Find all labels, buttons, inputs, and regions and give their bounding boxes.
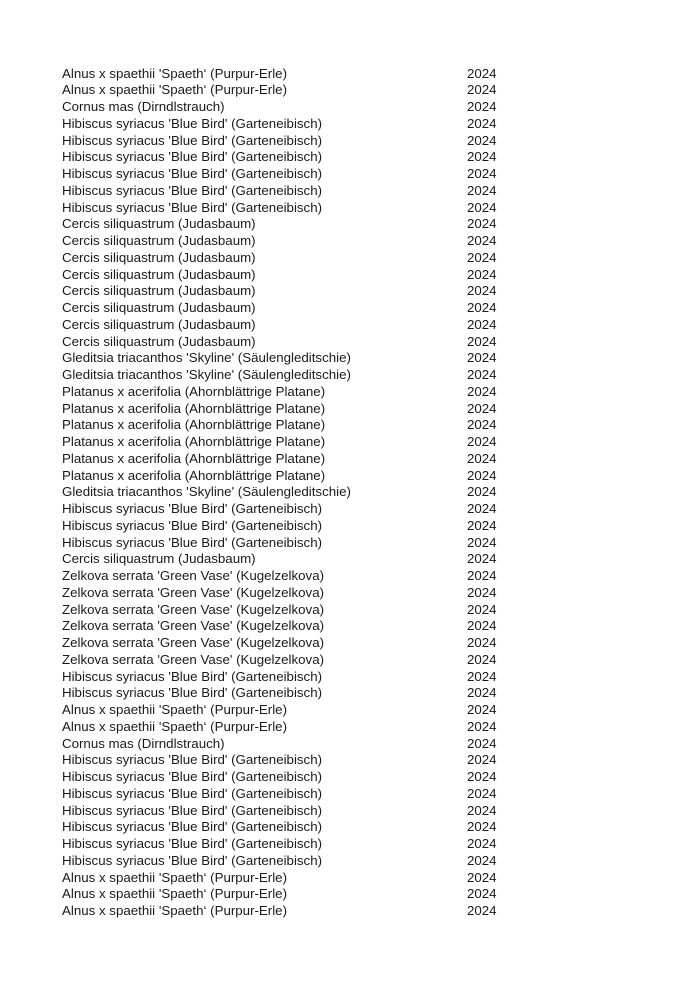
- list-row: [0, 334, 700, 351]
- plant-name: Hibiscus syriacus 'Blue Bird' (Garteneibisch): [62, 668, 323, 684]
- plant-name: Hibiscus syriacus 'Blue Bird' (Garteneibisch): [62, 819, 323, 835]
- plant-name: Cornus mas (Dirndlstrauch): [62, 735, 225, 751]
- plant-name: Platanus x acerifolia (Ahornblättrige Platane): [62, 434, 326, 450]
- year-value: 2024: [467, 584, 497, 600]
- list-row: [0, 652, 700, 669]
- plant-name: Hibiscus syriacus 'Blue Bird' (Garteneibisch): [62, 166, 323, 182]
- year-value: 2024: [467, 383, 497, 399]
- year-value: 2024: [467, 300, 497, 316]
- plant-name: Zelkova serrata 'Green Vase' (Kugelzelkova): [62, 651, 325, 667]
- list-row: [0, 685, 700, 702]
- plant-name: Gleditsia triacanthos 'Skyline' (Säulengleditschie): [62, 484, 351, 500]
- plant-name: Hibiscus syriacus 'Blue Bird' (Garteneibisch): [62, 517, 323, 533]
- list-row: [0, 468, 700, 485]
- year-value: 2024: [467, 852, 497, 868]
- plant-name: Cercis siliquastrum (Judasbaum): [62, 283, 256, 299]
- year-value: 2024: [467, 199, 497, 215]
- year-value: 2024: [467, 233, 497, 249]
- list-row: [0, 719, 700, 736]
- year-value: 2024: [467, 718, 497, 734]
- year-value: 2024: [467, 132, 497, 148]
- year-value: 2024: [467, 735, 497, 751]
- list-row: [0, 551, 700, 568]
- plant-name: Cornus mas (Dirndlstrauch): [62, 99, 225, 115]
- year-value: 2024: [467, 82, 497, 98]
- year-value: 2024: [467, 517, 497, 533]
- list-row: [0, 585, 700, 602]
- plant-name: Hibiscus syriacus 'Blue Bird' (Garteneibisch): [62, 852, 323, 868]
- plant-name: Hibiscus syriacus 'Blue Bird' (Garteneibisch): [62, 752, 323, 768]
- plant-name: Alnus x spaethii 'Spaeth‘ (Purpur-Erle): [62, 903, 287, 919]
- year-value: 2024: [467, 249, 497, 265]
- plant-name: Zelkova serrata 'Green Vase' (Kugelzelkova): [62, 584, 325, 600]
- year-value: 2024: [467, 668, 497, 684]
- year-value: 2024: [467, 501, 497, 517]
- list-row: [0, 635, 700, 652]
- plant-name: Hibiscus syriacus 'Blue Bird' (Garteneibisch): [62, 769, 323, 785]
- list-row: [0, 836, 700, 853]
- plant-name: Hibiscus syriacus 'Blue Bird' (Garteneibisch): [62, 182, 323, 198]
- list-row: [0, 417, 700, 434]
- plant-name: Hibiscus syriacus 'Blue Bird' (Garteneibisch): [62, 149, 323, 165]
- year-value: 2024: [467, 65, 497, 81]
- plant-name: Hibiscus syriacus 'Blue Bird' (Garteneibisch): [62, 501, 323, 517]
- list-row: [0, 250, 700, 267]
- year-value: 2024: [467, 601, 497, 617]
- list-row: [0, 484, 700, 501]
- list-row: [0, 166, 700, 183]
- year-value: 2024: [467, 367, 497, 383]
- list-row: [0, 870, 700, 887]
- plant-name: Cercis siliquastrum (Judasbaum): [62, 551, 256, 567]
- plant-name: Hibiscus syriacus 'Blue Bird' (Garteneibisch): [62, 836, 323, 852]
- plant-name: Cercis siliquastrum (Judasbaum): [62, 216, 256, 232]
- plant-name: Hibiscus syriacus 'Blue Bird' (Garteneibisch): [62, 534, 323, 550]
- plant-name: Alnus x spaethii 'Spaeth‘ (Purpur-Erle): [62, 65, 287, 81]
- plant-name: Cercis siliquastrum (Judasbaum): [62, 316, 256, 332]
- list-row: [0, 786, 700, 803]
- plant-name: Hibiscus syriacus 'Blue Bird' (Garteneibisch): [62, 785, 323, 801]
- year-value: 2024: [467, 283, 497, 299]
- list-row: [0, 116, 700, 133]
- year-value: 2024: [467, 333, 497, 349]
- plant-name: Zelkova serrata 'Green Vase' (Kugelzelkova): [62, 568, 325, 584]
- list-row: [0, 501, 700, 518]
- list-row: [0, 451, 700, 468]
- list-row: [0, 669, 700, 686]
- plant-name: Hibiscus syriacus 'Blue Bird' (Garteneibisch): [62, 132, 323, 148]
- year-value: 2024: [467, 467, 497, 483]
- list-row: [0, 216, 700, 233]
- list-row: [0, 618, 700, 635]
- year-value: 2024: [467, 551, 497, 567]
- year-value: 2024: [467, 802, 497, 818]
- list-row: [0, 200, 700, 217]
- list-row: [0, 82, 700, 99]
- year-value: 2024: [467, 752, 497, 768]
- list-row: [0, 518, 700, 535]
- plant-name: Cercis siliquastrum (Judasbaum): [62, 333, 256, 349]
- list-row: [0, 702, 700, 719]
- year-value: 2024: [467, 685, 497, 701]
- list-row: [0, 401, 700, 418]
- plant-name: Zelkova serrata 'Green Vase' (Kugelzelkova): [62, 635, 325, 651]
- list-row: [0, 300, 700, 317]
- year-value: 2024: [467, 635, 497, 651]
- year-value: 2024: [467, 651, 497, 667]
- year-value: 2024: [467, 869, 497, 885]
- list-row: [0, 66, 700, 83]
- plant-name: Hibiscus syriacus 'Blue Bird' (Garteneibisch): [62, 685, 323, 701]
- plant-name: Zelkova serrata 'Green Vase' (Kugelzelkova): [62, 618, 325, 634]
- plant-name: Hibiscus syriacus 'Blue Bird' (Garteneibisch): [62, 199, 323, 215]
- plant-name: Alnus x spaethii 'Spaeth‘ (Purpur-Erle): [62, 702, 287, 718]
- year-value: 2024: [467, 149, 497, 165]
- list-row: [0, 133, 700, 150]
- year-value: 2024: [467, 618, 497, 634]
- year-value: 2024: [467, 166, 497, 182]
- year-value: 2024: [467, 450, 497, 466]
- list-row: [0, 367, 700, 384]
- list-row: [0, 803, 700, 820]
- plant-name: Platanus x acerifolia (Ahornblättrige Platane): [62, 400, 326, 416]
- plant-name: Hibiscus syriacus 'Blue Bird' (Garteneibisch): [62, 802, 323, 818]
- year-value: 2024: [467, 115, 497, 131]
- year-value: 2024: [467, 836, 497, 852]
- plant-name: Zelkova serrata 'Green Vase' (Kugelzelkova): [62, 601, 325, 617]
- plant-name: Platanus x acerifolia (Ahornblättrige Platane): [62, 450, 326, 466]
- plant-name: Platanus x acerifolia (Ahornblättrige Platane): [62, 383, 326, 399]
- plant-name: Gleditsia triacanthos 'Skyline' (Säulengleditschie): [62, 367, 351, 383]
- plant-name: Alnus x spaethii 'Spaeth‘ (Purpur-Erle): [62, 869, 287, 885]
- plant-name: Alnus x spaethii 'Spaeth‘ (Purpur-Erle): [62, 886, 287, 902]
- list-row: [0, 853, 700, 870]
- year-value: 2024: [467, 702, 497, 718]
- list-row: [0, 233, 700, 250]
- list-row: [0, 819, 700, 836]
- list-row: [0, 903, 700, 920]
- year-value: 2024: [467, 216, 497, 232]
- list-row: [0, 602, 700, 619]
- year-value: 2024: [467, 417, 497, 433]
- year-value: 2024: [467, 434, 497, 450]
- year-value: 2024: [467, 819, 497, 835]
- year-value: 2024: [467, 350, 497, 366]
- plant-year-list: [0, 66, 700, 920]
- list-row: [0, 267, 700, 284]
- list-row: [0, 350, 700, 367]
- year-value: 2024: [467, 99, 497, 115]
- year-value: 2024: [467, 568, 497, 584]
- year-value: 2024: [467, 400, 497, 416]
- year-value: 2024: [467, 785, 497, 801]
- plant-name: Alnus x spaethii 'Spaeth‘ (Purpur-Erle): [62, 82, 287, 98]
- list-row: [0, 317, 700, 334]
- plant-name: Hibiscus syriacus 'Blue Bird' (Garteneibisch): [62, 115, 323, 131]
- year-value: 2024: [467, 769, 497, 785]
- year-value: 2024: [467, 886, 497, 902]
- list-row: [0, 769, 700, 786]
- year-value: 2024: [467, 534, 497, 550]
- year-value: 2024: [467, 484, 497, 500]
- plant-name: Cercis siliquastrum (Judasbaum): [62, 233, 256, 249]
- list-row: [0, 99, 700, 116]
- list-row: [0, 283, 700, 300]
- year-value: 2024: [467, 266, 497, 282]
- list-row: [0, 149, 700, 166]
- list-row: [0, 183, 700, 200]
- list-row: [0, 568, 700, 585]
- plant-name: Alnus x spaethii 'Spaeth‘ (Purpur-Erle): [62, 718, 287, 734]
- list-row: [0, 535, 700, 552]
- plant-name: Cercis siliquastrum (Judasbaum): [62, 249, 256, 265]
- plant-name: Cercis siliquastrum (Judasbaum): [62, 266, 256, 282]
- plant-name: Cercis siliquastrum (Judasbaum): [62, 300, 256, 316]
- list-row: [0, 736, 700, 753]
- plant-name: Platanus x acerifolia (Ahornblättrige Platane): [62, 467, 326, 483]
- list-row: [0, 752, 700, 769]
- plant-name: Gleditsia triacanthos 'Skyline' (Säulengleditschie): [62, 350, 351, 366]
- list-row: [0, 886, 700, 903]
- year-value: 2024: [467, 903, 497, 919]
- list-row: [0, 434, 700, 451]
- year-value: 2024: [467, 182, 497, 198]
- year-value: 2024: [467, 316, 497, 332]
- plant-name: Platanus x acerifolia (Ahornblättrige Platane): [62, 417, 326, 433]
- list-row: [0, 384, 700, 401]
